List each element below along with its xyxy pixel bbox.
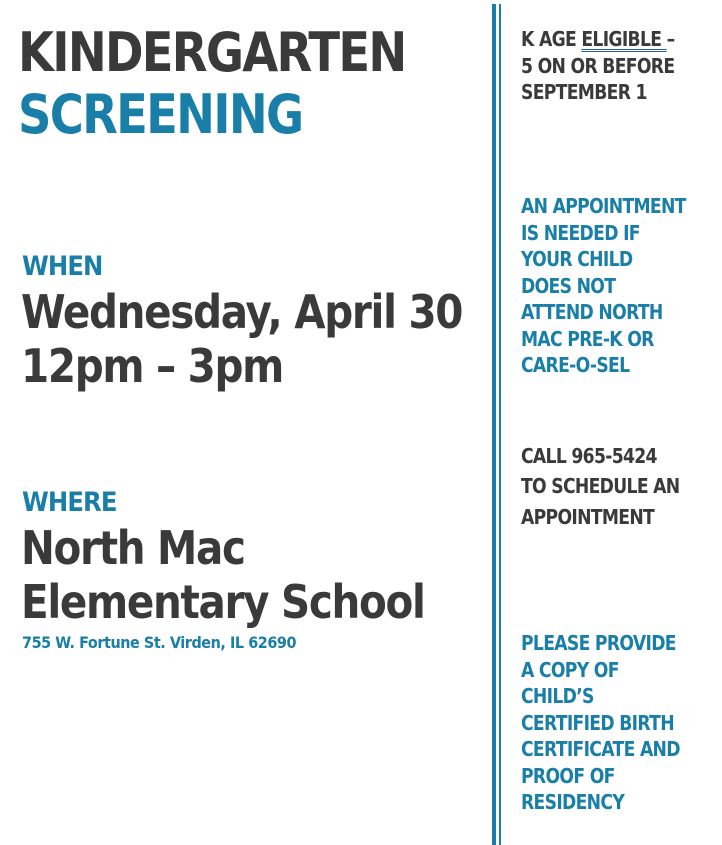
documents-line: CERTIFICATE AND — [521, 737, 680, 761]
appointment-note-line: DOES NOT — [521, 273, 616, 298]
documents-line: PLEASE PROVIDE — [521, 631, 676, 655]
event-date: Wednesday, April 30 — [21, 285, 463, 339]
appointment-note-line: ATTEND NORTH — [521, 300, 663, 324]
venue-name-line-1: North Mac — [21, 521, 245, 575]
when-label: WHEN — [22, 251, 103, 282]
call-line: APPOINTMENT — [521, 505, 655, 529]
title-line-1: KINDERGARTEN — [18, 21, 406, 84]
eligibility-line-1: K AGE ELIGIBLE – — [521, 27, 675, 51]
documents-line: A COPY OF — [521, 657, 619, 682]
appointment-note-line: AN APPOINTMENT — [521, 194, 686, 218]
documents-line: PROOF OF — [521, 763, 615, 788]
documents-line: CERTIFIED BIRTH — [521, 710, 674, 735]
venue-name-line-2: Elementary School — [21, 575, 425, 629]
where-label: WHERE — [22, 487, 117, 518]
call-line: TO SCHEDULE AN — [521, 474, 680, 498]
appointment-note-line: CARE-O-SEL — [521, 353, 630, 377]
appointment-note-line: YOUR CHILD — [521, 247, 633, 271]
divider-thin — [499, 4, 501, 845]
title-line-2: SCREENING — [18, 83, 303, 146]
eligibility-line-2: 5 ON OR BEFORE — [521, 53, 675, 78]
documents-line: CHILD’S — [521, 684, 594, 708]
event-time: 12pm – 3pm — [21, 339, 284, 393]
documents-line: RESIDENCY — [521, 790, 625, 814]
appointment-note-line: IS NEEDED IF — [521, 220, 640, 245]
appointment-note-line: MAC PRE-K OR — [521, 326, 654, 351]
divider-thick — [492, 4, 496, 845]
call-line: CALL 965-5424 — [521, 444, 657, 468]
eligibility-line-3: SEPTEMBER 1 — [521, 80, 647, 104]
eligible-word: ELIGIBLE — [581, 27, 667, 51]
venue-address: 755 W. Fortune St. Virden, IL 62690 — [22, 633, 297, 652]
